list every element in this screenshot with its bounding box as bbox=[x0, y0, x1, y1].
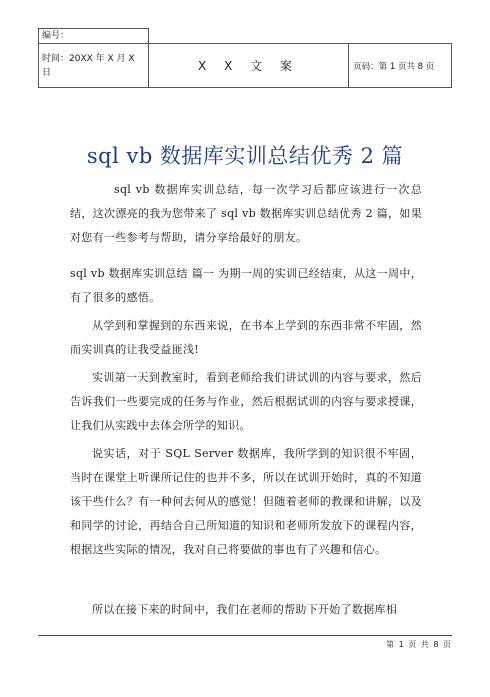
paragraph-5: 所以在接下来的时间中，我们在老师的帮助下开始了数据库相 bbox=[92, 603, 398, 616]
paragraph-4: 说实话，对于 SQL Server 数据库，我所学到的知识很不牢固，当时在课堂上听课所记住的也并不多，所以在试训开始时，真的不知道该干些什么？有一种何去何从的感觉！但随着老师的教课和讲解，以及和同学的讨论，再结合自己所知道的知识和老师所发放下的课程内容，根据这些实际的情况，我对自己将要做的事也有了兴趣和信心。 bbox=[70, 447, 422, 556]
paragraph-intro: sql vb 数据库实训总结，每一次学习后都应该进行一次总结，这次漂亮的我为您带来了 sql vb 数据库实训总结优秀 2 篇，如果对您有一些参考与帮助，请分享给最好的朋友。 bbox=[70, 183, 422, 244]
page-footer bbox=[38, 635, 452, 649]
footer-page-number: 第 1 页 共 8 页 bbox=[386, 640, 452, 649]
page-info-cell: 页码：第 1 页共 8 页 bbox=[349, 44, 452, 88]
paragraph-section-one: sql vb 数据库实训总结 篇一 为期一周的实训已经结束，从这一周中，有了很多的感悟。 bbox=[70, 267, 422, 304]
document-title: sql vb 数据库实训总结优秀 2 篇 bbox=[86, 144, 404, 168]
time-line-2: 日 bbox=[42, 67, 52, 78]
paragraph-2: 从学到和掌握到的东西来说，在书本上学到的东西非常不牢固，然而实训真的让我受益匪浅! bbox=[70, 319, 422, 356]
paragraph-3: 实训第一天到教室时，看到老师给我们讲试训的内容与要求，然后告诉我们一些要完成的任务与作业，然后根据试训的内容与要求授课，让我们从实践中去体会所学的知识。 bbox=[70, 371, 422, 432]
document-header-table bbox=[38, 28, 452, 88]
number-label: 编号： bbox=[39, 29, 149, 44]
time-cell bbox=[39, 44, 149, 88]
time-line-1: 时间：20XX 年 X 月 X bbox=[42, 53, 135, 64]
doc-title-cell: X X 文 案 bbox=[148, 44, 348, 88]
